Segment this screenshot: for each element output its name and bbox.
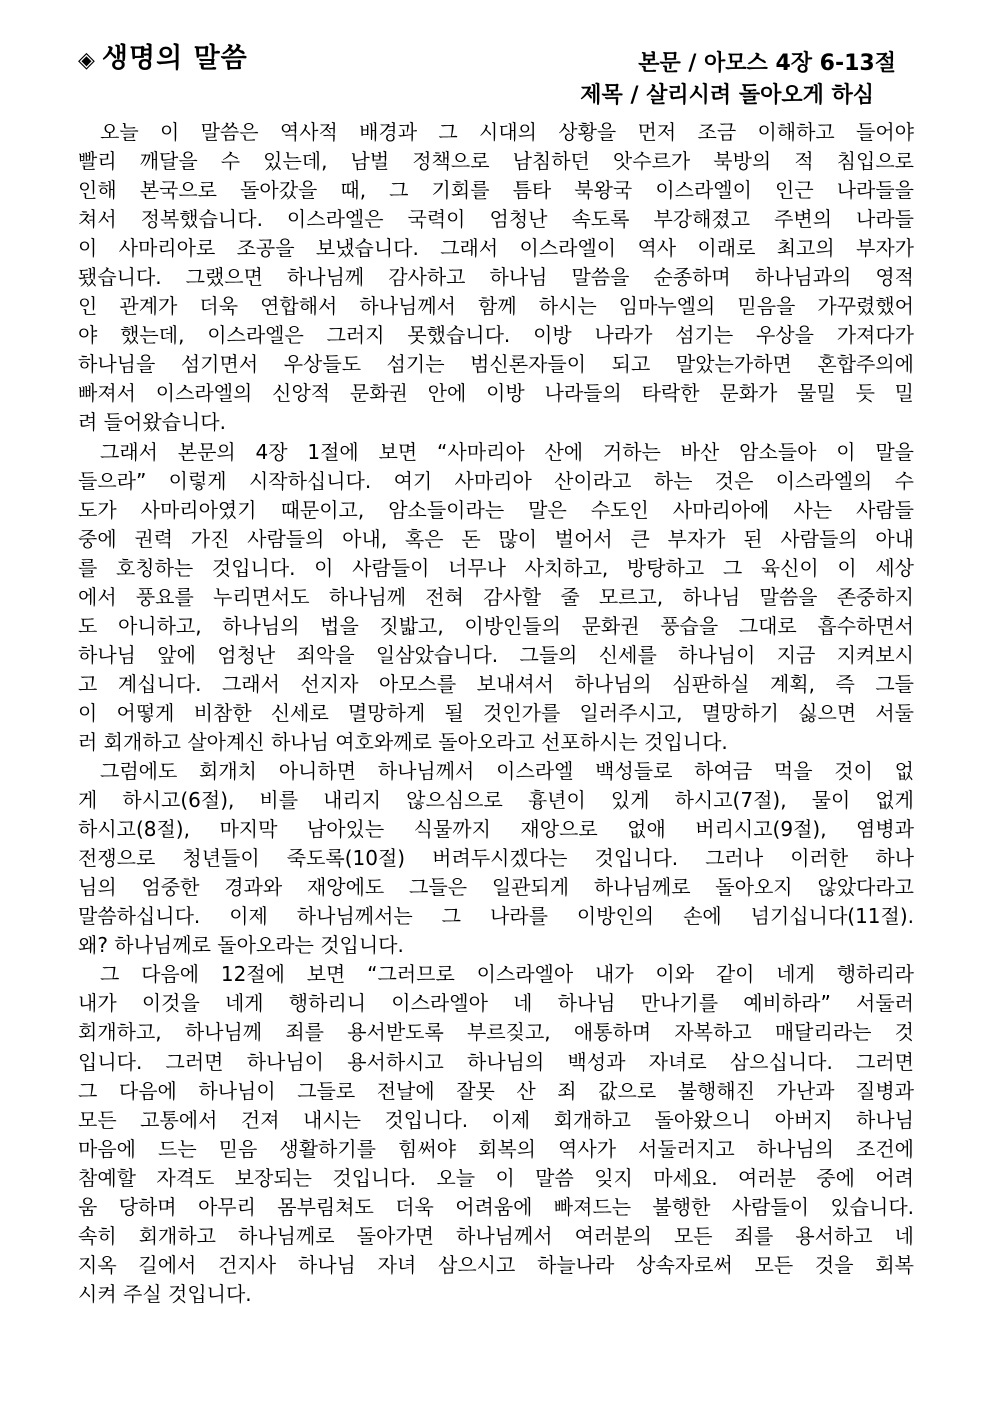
text-line: 빨리 깨달을 수 있는데, 남벌 정책으로 남침하던 앗수르가 북방의 적 침입으로 [78,149,914,174]
text-line: 인 관계가 더욱 연합해서 하나님께서 함께 하시는 임마누엘의 믿음을 가꾸렸했어 [78,294,914,319]
text-line: 그 다음에 12절에 보면 “그러므로 이스라엘아 내가 이와 같이 네게 행하리라 [100,962,914,987]
paragraph [78,438,914,758]
diamond-bullet-icon: ◈ [78,48,96,73]
paragraph [78,118,914,438]
text-line: 들으라” 이렇게 시작하십니다. 여기 사마리아 산이라고 하는 것은 이스라엘의 수 [78,468,914,493]
title-text: 생명의 말씀 [101,43,248,74]
text-line: 전쟁으로 청년들이 죽도록(10절) 버려두시겠다는 것입니다. 그러나 이러한 하나 [78,846,914,871]
page-title [78,36,248,75]
text-line: 인해 본국으로 돌아갔을 때, 그 기회를 틈타 북왕국 이스라엘이 인근 나라들을 [78,178,914,203]
text-line: 말씀하십니다. 이제 하나님께서는 그 나라를 이방인의 손에 넘기십니다(11절). [78,904,914,929]
text-line: 를 호칭하는 것입니다. 이 사람들이 너무나 사치하고, 방탕하고 그 육신이 이 세상 [78,555,914,580]
text-line: 에서 풍요를 누리면서도 하나님께 전혀 감사할 줄 모르고, 하나님 말씀을 존중하지 [78,584,914,609]
paragraph [78,960,914,1309]
text-line: 모든 고통에서 건져 내시는 것입니다. 이제 회개하고 돌아왔으니 아버지 하나님 [78,1107,914,1132]
text-line: 고 계십니다. 그래서 선지자 아모스를 보내셔서 하나님의 심판하실 계획, 즉 그들 [78,671,914,696]
text-line: 왜? 하나님께로 돌아오라는 것입니다. [78,933,404,958]
text-line: 됐습니다. 그랬으면 하나님께 감사하고 하나님 말씀을 순종하며 하나님과의 영적 [78,265,914,290]
text-line: 그 다음에 하나님이 그들로 전날에 잘못 산 죄 값으로 불행해진 가난과 질병과 [78,1078,914,1103]
text-line: 려 들어왔습니다. [78,410,226,435]
sermon-subject: 제목 / 살리시려 돌아오게 하심 [580,83,874,108]
text-line: 내가 이것을 네게 행하리니 이스라엘아 네 하나님 만나기를 예비하라” 서둘러 [78,991,914,1016]
text-line: 참예할 자격도 보장되는 것입니다. 오늘 이 말씀 잊지 마세요. 여러분 중에 어려 [78,1165,914,1190]
scripture-reference: 본문 / 아모스 4장 6-13절 [638,51,896,76]
text-line: 도 아니하고, 하나님의 법을 짓밟고, 이방인들의 문화권 풍습을 그대로 흡수하면서 [78,613,914,638]
text-line: 도가 사마리아였기 때문이고, 암소들이라는 말은 수도인 사마리아에 사는 사람들 [78,497,914,522]
text-line: 입니다. 그러면 하나님이 용서하시고 하나님의 백성과 자녀로 삼으십니다. 그러면 [78,1049,914,1074]
text-line: 러 회개하고 살아계신 하나님 여호와께로 돌아오라고 선포하시는 것입니다. [78,729,728,754]
text-line: 회개하고, 하나님께 죄를 용서받도록 부르짖고, 애통하며 자복하고 매달리라는 것 [78,1020,914,1045]
text-line: 그래서 본문의 4장 1절에 보면 “사마리아 산에 거하는 바산 암소들아 이 말을 [100,439,914,464]
sermon-body [78,118,914,1309]
text-line: 이 사마리아로 조공을 보냈습니다. 그래서 이스라엘이 역사 이래로 최고의 부자가 [78,236,914,261]
text-line: 그럼에도 회개치 아니하면 하나님께서 이스라엘 백성들로 하여금 먹을 것이 없 [100,759,914,784]
paragraph [78,757,914,960]
text-line: 오늘 이 말씀은 역사적 배경과 그 시대의 상황을 먼저 조금 이해하고 들어야 [100,120,914,144]
text-line: 지옥 길에서 건지사 하나님 자녀 삼으시고 하늘나라 상속자로써 모든 것을 회복 [78,1252,914,1277]
text-line: 게 하시고(6절), 비를 내리지 않으심으로 흉년이 있게 하시고(7절), 물이 없게 [78,788,914,813]
text-line: 이 어떻게 비참한 신세로 멸망하게 될 것인가를 일러주시고, 멸망하기 싫으면 서둘 [78,700,914,725]
text-line: 속히 회개하고 하나님께로 돌아가면 하나님께서 여러분의 모든 죄를 용서하고 네 [78,1223,914,1248]
text-line: 시켜 주실 것입니다. [78,1281,252,1306]
text-line: 하나님을 섬기면서 우상들도 섬기는 범신론자들이 되고 말았는가하면 혼합주의에 [78,352,914,377]
text-line: 빠져서 이스라엘의 신앙적 문화권 안에 이방 나라들의 타락한 문화가 물밀 듯 밀 [78,381,914,406]
text-line: 움 당하며 아무리 몸부림쳐도 더욱 어려움에 빠져드는 불행한 사람들이 있습니다. [78,1194,914,1219]
text-line: 마음에 드는 믿음 생활하기를 힘써야 회복의 역사가 서둘러지고 하나님의 조건에 [78,1136,914,1161]
text-line: 쳐서 정복했습니다. 이스라엘은 국력이 엄청난 속도록 부강해졌고 주변의 나라들 [78,207,914,232]
text-line: 하나님 앞에 엄청난 죄악을 일삼았습니다. 그들의 신세를 하나님이 지금 지켜보시 [78,642,914,667]
text-line: 님의 엄중한 경과와 재앙에도 그들은 일관되게 하나님께로 돌아오지 않았다라고 [78,875,914,900]
text-line: 야 했는데, 이스라엘은 그러지 못했습니다. 이방 나라가 섬기는 우상을 가져다가 [78,323,914,348]
text-line: 하시고(8절), 마지막 남아있는 식물까지 재앙으로 없애 버리시고(9절), 염병과 [78,817,914,842]
text-line: 중에 권력 가진 사람들의 아내, 혹은 돈 많이 벌어서 큰 부자가 된 사람들의 아내 [78,526,914,551]
